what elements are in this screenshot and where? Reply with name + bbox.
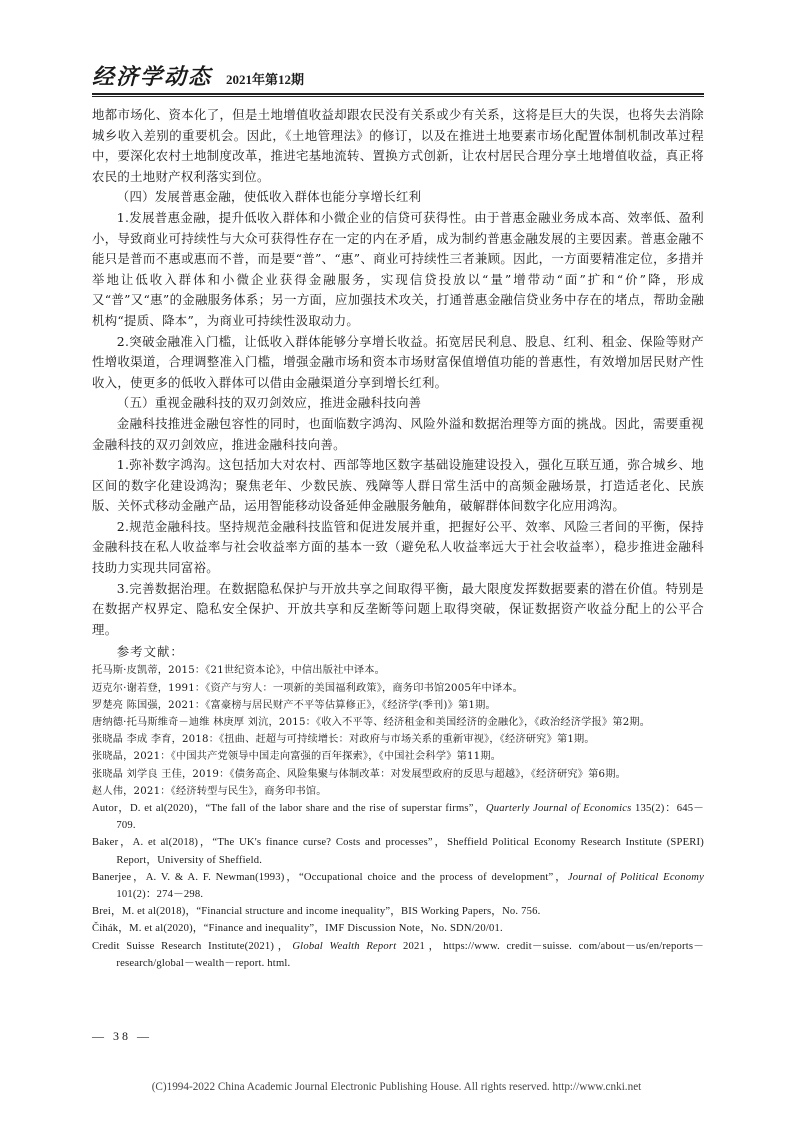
paragraph: 2.规范金融科技。坚持规范金融科技监管和促进发展并重，把握好公平、效率、风险三者间的平衡，保持金融科技在私人收益率与社会收益率方面的基本一致（避免私人收益率远大于社会收益率），稳步推进金融科技助力实现共同富裕。 (92, 518, 704, 576)
paragraph: 1.发展普惠金融，提升低收入群体和小微企业的信贷可获得性。由于普惠金融业务成本高、效率低、盈利小，导致商业可持续性与大众可获得性存在一定的内在矛盾，成为制约普惠金融发展的主要因素。普惠金融不能只是普而不惠或惠而不普，而是要“普”、“惠”、商业可持续性三者兼顾。因此，一方面要精准定位，多措并举地让低收入群体和小微企业获得金融服务，实现信贷投放以“量”增带动“面”扩和“价”降，形成又“普”又“惠”的金融服务体系；另一方面，应加强技术攻关，打通普惠金融信贷业务中存在的堵点，帮助金融机构“提质、降本”，为商业可持续性汲取动力。 (92, 209, 704, 328)
page-number: — 38 — (92, 1029, 152, 1043)
reference-item: 赵人伟，2021：《经济转型与民生》，商务印书馆。 (92, 785, 327, 797)
reference-item: 张晓晶，2021：《中国共产党领导中国走向富强的百年探索》，《中国社会科学》第11期。 (92, 751, 502, 763)
references-title: 参考文献： (116, 644, 184, 660)
journal-name: 经济学动态 (92, 64, 213, 90)
paragraph: 2.突破金融准入门槛，让低收入群体能够分享增长收益。拓宽居民利息、股息、红利、租金、保险等财产性增收渠道，合理调整准入门槛，增强金融市场和资本市场财富保值增值功能的普惠性，有效增加居民财产性收入，使更多的低收入群体可以借由金融渠道分享到增长红利。 (92, 333, 704, 390)
reference-item: Čihák，M. et al(2020)，“Finance and inequality”，IMF Discussion Note，No. SDN/20/01. (92, 923, 503, 935)
copyright-footer: (C)1994-2022 China Academic Journal Electronic Publishing House. All rights reserved. http://www.cnki.net (151, 1081, 642, 1093)
paragraph: 金融科技推进金融包容性的同时，也面临数字鸿沟、风险外溢和数据治理等方面的挑战。因此，需要重视金融科技的双刃剑效应，推进金融科技向善。 (92, 415, 704, 452)
reference-item: Brei，M. et al(2018)，“Financial structure and income inequality”，BIS Working Papers，No. 756. (92, 906, 541, 918)
reference-item: Baker，A. et al(2018)，“The UK's finance curse? Costs and processes”，Sheffield Political Economy Research Institute (SPERI) Report，University of Sheffield. (92, 837, 704, 866)
reference-item: 张晓晶 李成 李育，2018：《扭曲、赶超与可持续增长：对政府与市场关系的重新审视》，《经济研究》第1期。 (92, 734, 595, 746)
paragraph: 1.弥补数字鸿沟。这包括加大对农村、西部等地区数字基础设施建设投入，强化互联互通，弥合城乡、地区间的数字化建设鸿沟；聚焦老年、少数民族、残障等人群日常生活中的高频金融场景，打造适老化、民族版、关怀式移动金融产品，运用智能移动设备延伸金融服务触角，破解群体间数字化应用鸿沟。 (92, 457, 704, 514)
journal-header (92, 66, 704, 92)
reference-item: Autor，D. et al(2020)，“The fall of the labor share and the rise of superstar firms”，Quarterly Journal of Economics 135(2)：645－709. (92, 803, 705, 832)
article-body (92, 105, 704, 972)
header-rule (92, 93, 704, 95)
reference-item: 张晓晶 刘学良 王佳，2019：《债务高企、风险集聚与体制改革：对发展型政府的反思与超越》，《经济研究》第6期。 (92, 768, 626, 780)
reference-item: 罗楚亮 陈国强，2021：《富豪榜与居民财产不平等估算修正》，《经济学(季刊)》第1期。 (92, 699, 496, 711)
reference-item: 迈克尔·谢若登，1991：《资产与穷人：一项新的美国福利政策》，商务印书馆2005年中译本。 (92, 682, 524, 694)
header-rule-thin (92, 96, 704, 97)
reference-item: Credit Suisse Research Institute(2021)，Global Wealth Report 2021，https://www. credit－suisse. com/about－us/en/reports－research/global－wealth－report. html. (92, 940, 705, 969)
section-heading: （五）重视金融科技的双刃剑效应，推进金融科技向善 (116, 395, 422, 411)
reference-item: 唐纳德·托马斯维奇－迪维 林庚厚 刘沆，2015：《收入不平等、经济租金和美国经济的金融化》，《政治经济学报》第2期。 (92, 717, 651, 729)
reference-item: Banerjee，A. V. & A. F. Newman(1993)，“Occupational choice and the process of development”，Journal of Political Economy 101(2)：274－298. (92, 871, 704, 901)
references-list (92, 662, 704, 972)
issue-label: 2021年第12期 (226, 72, 305, 87)
paragraph: 地都市场化、资本化了，但是土地增值收益却跟农民没有关系或少有关系，这将是巨大的失误，也将失去消除城乡收入差别的重要机会。因此，《土地管理法》的修订，以及在推进土地要素市场化配置体制机制改革过程中，要深化农村土地制度改革，推进宅基地流转、置换方式创新，让农村居民合理分享土地增值收益，真正将农民的土地财产权利落实到位。 (92, 107, 704, 184)
section-heading: （四）发展普惠金融，使低收入群体也能分享增长红利 (116, 189, 422, 205)
reference-item: 托马斯·皮凯蒂，2015：《21世纪资本论》，中信出版社中译本。 (92, 665, 386, 677)
paragraph: 3.完善数据治理。在数据隐私保护与开放共享之间取得平衡，最大限度发挥数据要素的潜在价值。特别是在数据产权界定、隐私安全保护、开放共享和反垄断等问题上取得突破，保证数据资产收益分配上的公平合理。 (92, 580, 704, 637)
